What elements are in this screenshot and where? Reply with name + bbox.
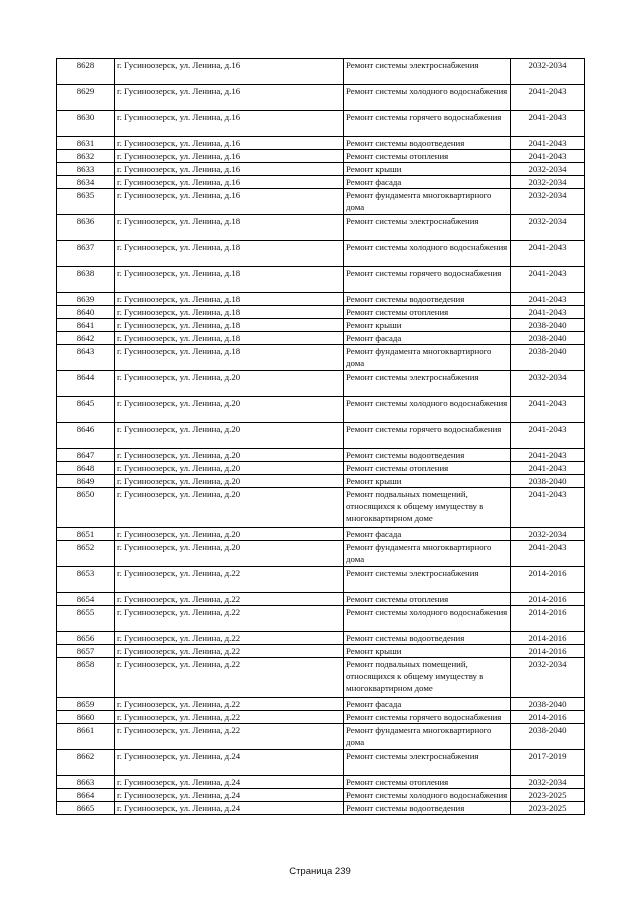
table-row (57, 488, 585, 528)
row-number: 8633 (57, 163, 115, 176)
row-number: 8631 (57, 137, 115, 150)
row-address: г. Гусиноозерск, ул. Ленина, д.16 (115, 59, 344, 85)
row-number: 8635 (57, 189, 115, 215)
row-period: 2014-2016 (511, 606, 585, 632)
row-work-type: Ремонт системы водоотведения (344, 802, 511, 815)
row-work-type: Ремонт системы горячего водоснабжения (344, 423, 511, 449)
row-number: 8661 (57, 724, 115, 750)
row-period: 2041-2043 (511, 541, 585, 567)
table-row (57, 59, 585, 85)
row-work-type: Ремонт подвальных помещений, относящихся к общему имуществу в многоквартирном доме (344, 488, 511, 528)
table-row (57, 528, 585, 541)
table-row (57, 462, 585, 475)
row-number: 8640 (57, 306, 115, 319)
row-address: г. Гусиноозерск, ул. Ленина, д.20 (115, 475, 344, 488)
row-period: 2032-2034 (511, 776, 585, 789)
table-row (57, 111, 585, 137)
table-row (57, 658, 585, 698)
row-work-type: Ремонт фундамента многоквартирного дома (344, 189, 511, 215)
row-address: г. Гусиноозерск, ул. Ленина, д.20 (115, 462, 344, 475)
row-number: 8659 (57, 698, 115, 711)
row-address: г. Гусиноозерск, ул. Ленина, д.18 (115, 267, 344, 293)
row-period: 2041-2043 (511, 293, 585, 306)
table-row (57, 711, 585, 724)
table-row (57, 345, 585, 371)
row-number: 8638 (57, 267, 115, 293)
row-period: 2014-2016 (511, 645, 585, 658)
row-work-type: Ремонт системы электроснабжения (344, 371, 511, 397)
row-work-type: Ремонт системы водоотведения (344, 449, 511, 462)
table-row (57, 215, 585, 241)
row-period: 2032-2034 (511, 658, 585, 698)
row-number: 8665 (57, 802, 115, 815)
row-period: 2014-2016 (511, 711, 585, 724)
row-address: г. Гусиноозерск, ул. Ленина, д.18 (115, 319, 344, 332)
row-number: 8650 (57, 488, 115, 528)
row-period: 2032-2034 (511, 176, 585, 189)
row-number: 8637 (57, 241, 115, 267)
row-period: 2041-2043 (511, 423, 585, 449)
row-address: г. Гусиноозерск, ул. Ленина, д.24 (115, 789, 344, 802)
table-row (57, 163, 585, 176)
row-work-type: Ремонт крыши (344, 475, 511, 488)
table-row (57, 267, 585, 293)
row-number: 8646 (57, 423, 115, 449)
row-address: г. Гусиноозерск, ул. Ленина, д.18 (115, 332, 344, 345)
row-number: 8634 (57, 176, 115, 189)
table-row (57, 319, 585, 332)
row-address: г. Гусиноозерск, ул. Ленина, д.20 (115, 397, 344, 423)
table-row (57, 241, 585, 267)
table-row (57, 606, 585, 632)
row-number: 8663 (57, 776, 115, 789)
row-number: 8645 (57, 397, 115, 423)
row-period: 2032-2034 (511, 371, 585, 397)
row-period: 2023-2025 (511, 789, 585, 802)
row-address: г. Гусиноозерск, ул. Ленина, д.18 (115, 345, 344, 371)
table-row (57, 789, 585, 802)
row-period: 2023-2025 (511, 802, 585, 815)
row-period: 2041-2043 (511, 241, 585, 267)
row-address: г. Гусиноозерск, ул. Ленина, д.16 (115, 137, 344, 150)
row-work-type: Ремонт фундамента многоквартирного дома (344, 541, 511, 567)
table-row (57, 423, 585, 449)
row-period: 2017-2019 (511, 750, 585, 776)
row-period: 2041-2043 (511, 306, 585, 319)
row-address: г. Гусиноозерск, ул. Ленина, д.20 (115, 423, 344, 449)
row-period: 2032-2034 (511, 528, 585, 541)
row-number: 8664 (57, 789, 115, 802)
row-address: г. Гусиноозерск, ул. Ленина, д.20 (115, 371, 344, 397)
row-address: г. Гусиноозерск, ул. Ленина, д.16 (115, 189, 344, 215)
table-row (57, 475, 585, 488)
row-period: 2032-2034 (511, 163, 585, 176)
row-period: 2038-2040 (511, 332, 585, 345)
row-number: 8655 (57, 606, 115, 632)
row-work-type: Ремонт фундамента многоквартирного дома (344, 345, 511, 371)
table-row (57, 176, 585, 189)
row-address: г. Гусиноозерск, ул. Ленина, д.18 (115, 293, 344, 306)
row-period: 2041-2043 (511, 267, 585, 293)
repair-schedule-table (56, 58, 585, 815)
row-address: г. Гусиноозерск, ул. Ленина, д.22 (115, 698, 344, 711)
row-work-type: Ремонт крыши (344, 319, 511, 332)
table-row (57, 397, 585, 423)
row-period: 2032-2034 (511, 59, 585, 85)
row-address: г. Гусиноозерск, ул. Ленина, д.16 (115, 176, 344, 189)
row-number: 8653 (57, 567, 115, 593)
row-address: г. Гусиноозерск, ул. Ленина, д.22 (115, 593, 344, 606)
row-period: 2041-2043 (511, 397, 585, 423)
table-body (57, 59, 585, 815)
row-address: г. Гусиноозерск, ул. Ленина, д.18 (115, 306, 344, 319)
row-address: г. Гусиноозерск, ул. Ленина, д.22 (115, 711, 344, 724)
row-period: 2041-2043 (511, 449, 585, 462)
row-address: г. Гусиноозерск, ул. Ленина, д.20 (115, 528, 344, 541)
row-work-type: Ремонт системы электроснабжения (344, 567, 511, 593)
row-address: г. Гусиноозерск, ул. Ленина, д.16 (115, 85, 344, 111)
table-row (57, 541, 585, 567)
row-work-type: Ремонт фасада (344, 698, 511, 711)
row-address: г. Гусиноозерск, ул. Ленина, д.20 (115, 449, 344, 462)
row-period: 2014-2016 (511, 632, 585, 645)
row-number: 8658 (57, 658, 115, 698)
table-row (57, 371, 585, 397)
row-work-type: Ремонт системы электроснабжения (344, 750, 511, 776)
row-number: 8660 (57, 711, 115, 724)
row-period: 2032-2034 (511, 189, 585, 215)
table-row (57, 750, 585, 776)
row-address: г. Гусиноозерск, ул. Ленина, д.24 (115, 750, 344, 776)
page-number: Страница 239 (289, 866, 351, 877)
row-number: 8628 (57, 59, 115, 85)
row-work-type: Ремонт системы горячего водоснабжения (344, 111, 511, 137)
table-row (57, 593, 585, 606)
row-work-type: Ремонт системы холодного водоснабжения (344, 85, 511, 111)
row-number: 8656 (57, 632, 115, 645)
table-row (57, 137, 585, 150)
row-work-type: Ремонт системы горячего водоснабжения (344, 711, 511, 724)
row-number: 8639 (57, 293, 115, 306)
row-period: 2038-2040 (511, 319, 585, 332)
row-address: г. Гусиноозерск, ул. Ленина, д.22 (115, 606, 344, 632)
row-number: 8647 (57, 449, 115, 462)
row-period: 2041-2043 (511, 85, 585, 111)
row-number: 8629 (57, 85, 115, 111)
row-period: 2041-2043 (511, 137, 585, 150)
row-work-type: Ремонт системы отопления (344, 462, 511, 475)
table-row (57, 776, 585, 789)
row-address: г. Гусиноозерск, ул. Ленина, д.20 (115, 488, 344, 528)
table-row (57, 293, 585, 306)
row-work-type: Ремонт фасада (344, 332, 511, 345)
row-work-type: Ремонт системы холодного водоснабжения (344, 241, 511, 267)
row-address: г. Гусиноозерск, ул. Ленина, д.18 (115, 241, 344, 267)
row-work-type: Ремонт фасада (344, 176, 511, 189)
table-row (57, 189, 585, 215)
table-row (57, 645, 585, 658)
row-work-type: Ремонт системы водоотведения (344, 293, 511, 306)
table-row (57, 332, 585, 345)
row-work-type: Ремонт системы водоотведения (344, 137, 511, 150)
row-work-type: Ремонт системы водоотведения (344, 632, 511, 645)
row-number: 8648 (57, 462, 115, 475)
row-number: 8652 (57, 541, 115, 567)
row-address: г. Гусиноозерск, ул. Ленина, д.16 (115, 163, 344, 176)
row-address: г. Гусиноозерск, ул. Ленина, д.22 (115, 724, 344, 750)
row-work-type: Ремонт системы холодного водоснабжения (344, 397, 511, 423)
row-number: 8657 (57, 645, 115, 658)
row-work-type: Ремонт системы электроснабжения (344, 59, 511, 85)
row-period: 2032-2034 (511, 215, 585, 241)
row-work-type: Ремонт системы холодного водоснабжения (344, 606, 511, 632)
row-address: г. Гусиноозерск, ул. Ленина, д.18 (115, 215, 344, 241)
row-period: 2038-2040 (511, 724, 585, 750)
row-number: 8662 (57, 750, 115, 776)
row-work-type: Ремонт системы отопления (344, 306, 511, 319)
row-work-type: Ремонт системы отопления (344, 150, 511, 163)
row-address: г. Гусиноозерск, ул. Ленина, д.20 (115, 541, 344, 567)
row-work-type: Ремонт системы отопления (344, 593, 511, 606)
row-number: 8642 (57, 332, 115, 345)
table-row (57, 724, 585, 750)
row-number: 8643 (57, 345, 115, 371)
row-period: 2041-2043 (511, 150, 585, 163)
row-address: г. Гусиноозерск, ул. Ленина, д.22 (115, 567, 344, 593)
row-period: 2014-2016 (511, 567, 585, 593)
row-work-type: Ремонт подвальных помещений, относящихся к общему имуществу в многоквартирном доме (344, 658, 511, 698)
row-period: 2038-2040 (511, 475, 585, 488)
row-work-type: Ремонт фундамента многоквартирного дома (344, 724, 511, 750)
row-address: г. Гусиноозерск, ул. Ленина, д.16 (115, 150, 344, 163)
row-work-type: Ремонт крыши (344, 645, 511, 658)
row-number: 8644 (57, 371, 115, 397)
table-row (57, 698, 585, 711)
row-work-type: Ремонт системы холодного водоснабжения (344, 789, 511, 802)
table-row (57, 632, 585, 645)
row-period: 2038-2040 (511, 698, 585, 711)
row-period: 2041-2043 (511, 488, 585, 528)
row-work-type: Ремонт системы электроснабжения (344, 215, 511, 241)
row-address: г. Гусиноозерск, ул. Ленина, д.24 (115, 776, 344, 789)
table-row (57, 150, 585, 163)
row-address: г. Гусиноозерск, ул. Ленина, д.16 (115, 111, 344, 137)
table-row (57, 85, 585, 111)
row-number: 8654 (57, 593, 115, 606)
row-number: 8649 (57, 475, 115, 488)
row-work-type: Ремонт крыши (344, 163, 511, 176)
row-work-type: Ремонт фасада (344, 528, 511, 541)
row-address: г. Гусиноозерск, ул. Ленина, д.24 (115, 802, 344, 815)
table-row (57, 802, 585, 815)
row-address: г. Гусиноозерск, ул. Ленина, д.22 (115, 645, 344, 658)
row-period: 2038-2040 (511, 345, 585, 371)
row-number: 8651 (57, 528, 115, 541)
table-row (57, 449, 585, 462)
row-number: 8630 (57, 111, 115, 137)
row-work-type: Ремонт системы горячего водоснабжения (344, 267, 511, 293)
row-number: 8636 (57, 215, 115, 241)
table-row (57, 306, 585, 319)
row-address: г. Гусиноозерск, ул. Ленина, д.22 (115, 658, 344, 698)
row-period: 2041-2043 (511, 462, 585, 475)
table-row (57, 567, 585, 593)
row-number: 8632 (57, 150, 115, 163)
row-work-type: Ремонт системы отопления (344, 776, 511, 789)
row-period: 2014-2016 (511, 593, 585, 606)
row-number: 8641 (57, 319, 115, 332)
row-address: г. Гусиноозерск, ул. Ленина, д.22 (115, 632, 344, 645)
row-period: 2041-2043 (511, 111, 585, 137)
